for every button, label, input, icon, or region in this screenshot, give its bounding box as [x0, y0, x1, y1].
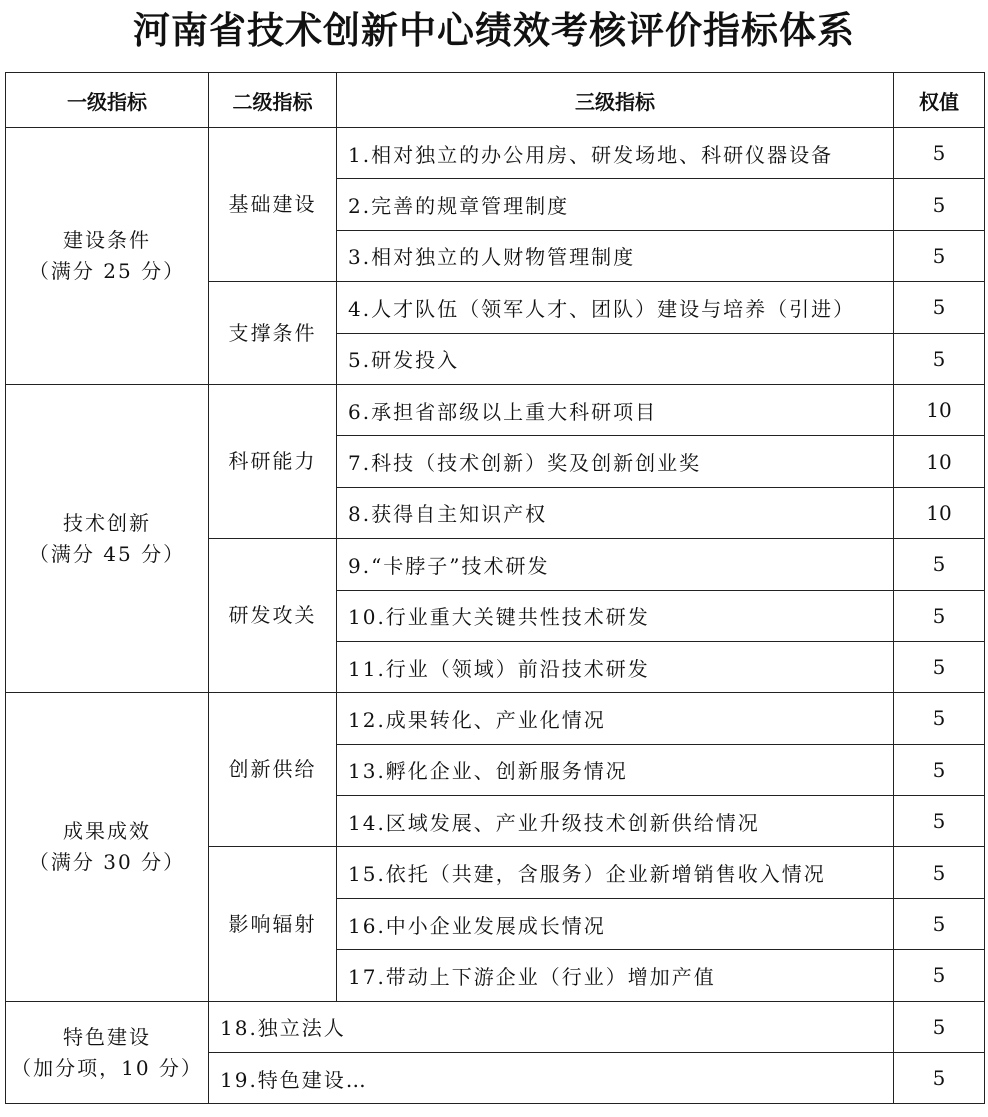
- level3-cell: 4.人才队伍（领军人才、团队）建设与培养（引进）: [337, 282, 894, 333]
- page-title: 河南省技术创新中心绩效考核评价指标体系: [133, 9, 855, 52]
- weight-cell: 5: [894, 796, 985, 847]
- level1-score: （满分 30 分）: [28, 849, 186, 874]
- level1-cell: [6, 1001, 209, 1104]
- weight-cell: 5: [894, 898, 985, 949]
- indicator-table: [5, 72, 985, 1104]
- weight-cell: 5: [894, 230, 985, 281]
- level3-cell: 14.区域发展、产业升级技术创新供给情况: [337, 796, 894, 847]
- level3-cell: 1.相对独立的办公用房、研发场地、科研仪器设备: [337, 128, 894, 179]
- level1-name: 建设条件: [63, 227, 151, 252]
- weight-cell: 5: [894, 950, 985, 1001]
- weight-cell: 5: [894, 179, 985, 230]
- weight-cell: 10: [894, 436, 985, 487]
- level3-cell: 9.“卡脖子”技术研发: [337, 539, 894, 590]
- level3-cell: 6.承担省部级以上重大科研项目: [337, 384, 894, 435]
- level1-cell: [6, 693, 209, 1001]
- level1-cell: [6, 128, 209, 385]
- weight-cell: 5: [894, 333, 985, 384]
- level1-score: （满分 45 分）: [28, 541, 186, 566]
- header-level1: 一级指标: [6, 73, 209, 128]
- level3-cell: 5.研发投入: [337, 333, 894, 384]
- weight-cell: 5: [894, 282, 985, 333]
- level1-score: （加分项，10 分）: [11, 1055, 203, 1080]
- weight-cell: 5: [894, 693, 985, 744]
- level3-cell: 8.获得自主知识产权: [337, 487, 894, 538]
- level2-cell: 基础建设: [209, 128, 337, 282]
- weight-cell: 5: [894, 847, 985, 898]
- level3-cell: 16.中小企业发展成长情况: [337, 898, 894, 949]
- level3-cell: 2.完善的规章管理制度: [337, 179, 894, 230]
- level3-cell: 15.依托（共建，含服务）企业新增销售收入情况: [337, 847, 894, 898]
- table-row: [6, 128, 985, 179]
- table-row: [6, 384, 985, 435]
- level3-cell: 13.孵化企业、创新服务情况: [337, 744, 894, 795]
- level2-cell: 科研能力: [209, 384, 337, 538]
- level3-cell: 3.相对独立的人财物管理制度: [337, 230, 894, 281]
- weight-cell: 5: [894, 539, 985, 590]
- level1-score: （满分 25 分）: [28, 258, 186, 283]
- table-row: [6, 1001, 985, 1052]
- level1-name: 成果成效: [63, 818, 151, 843]
- weight-cell: 5: [894, 128, 985, 179]
- level3-cell: 17.带动上下游企业（行业）增加产值: [337, 950, 894, 1001]
- weight-cell: 5: [894, 1053, 985, 1104]
- weight-cell: 5: [894, 641, 985, 692]
- level3-cell: 11.行业（领域）前沿技术研发: [337, 641, 894, 692]
- level1-cell: [6, 384, 209, 692]
- weight-cell: 10: [894, 384, 985, 435]
- weight-cell: 10: [894, 487, 985, 538]
- weight-cell: 5: [894, 744, 985, 795]
- level2-cell: 创新供给: [209, 693, 337, 847]
- level3-cell: 10.行业重大关键共性技术研发: [337, 590, 894, 641]
- level3-cell: 12.成果转化、产业化情况: [337, 693, 894, 744]
- level3-cell: 19.特色建设…: [209, 1053, 894, 1104]
- level1-name: 特色建设: [63, 1024, 151, 1049]
- level3-cell: 18.独立法人: [209, 1001, 894, 1052]
- level2-cell: 影响辐射: [209, 847, 337, 1001]
- header-level3: 三级指标: [337, 73, 894, 128]
- table-row: [6, 693, 985, 744]
- level1-name: 技术创新: [63, 510, 151, 535]
- level2-cell: 支撑条件: [209, 282, 337, 385]
- weight-cell: 5: [894, 590, 985, 641]
- level3-cell: 7.科技（技术创新）奖及创新创业奖: [337, 436, 894, 487]
- header-level2: 二级指标: [209, 73, 337, 128]
- table-header-row: [6, 73, 985, 128]
- header-weight: 权值: [894, 73, 985, 128]
- weight-cell: 5: [894, 1001, 985, 1052]
- level2-cell: 研发攻关: [209, 539, 337, 693]
